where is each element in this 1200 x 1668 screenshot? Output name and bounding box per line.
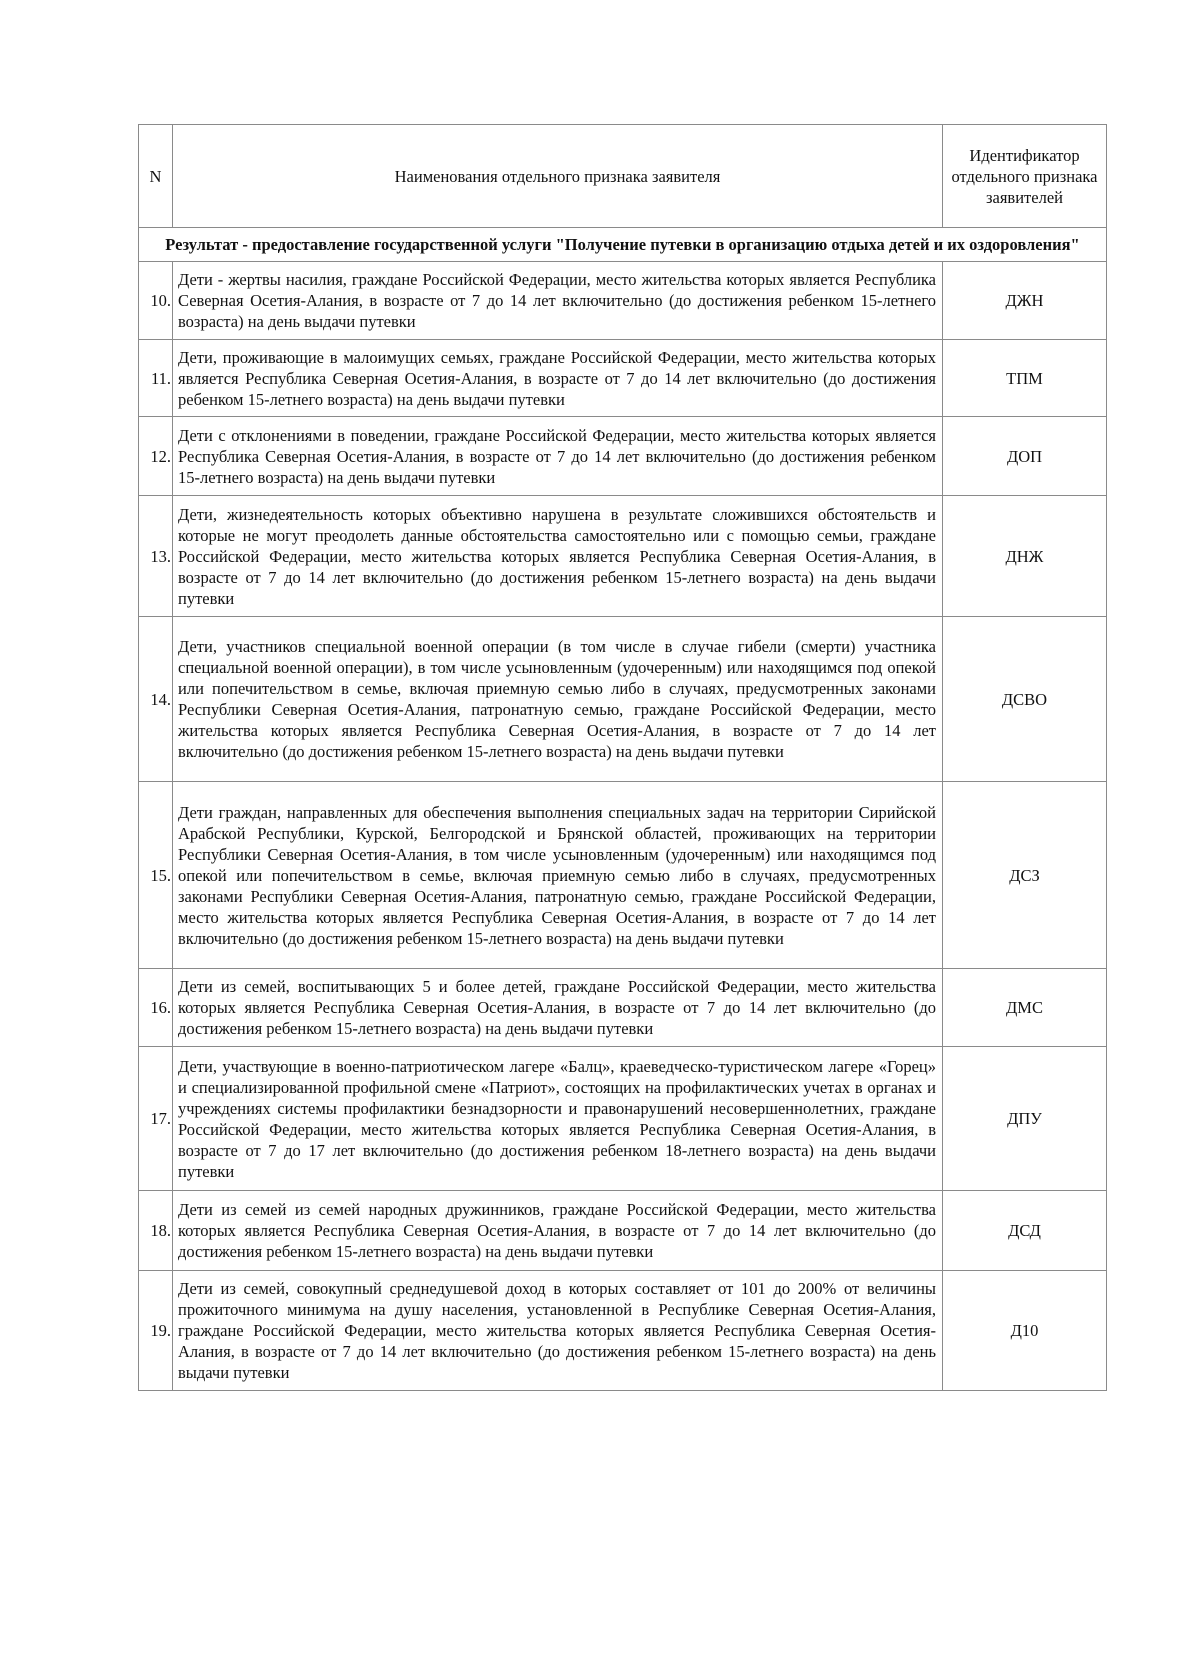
- section-row: [139, 228, 1107, 262]
- row-number: 13.: [139, 496, 173, 617]
- row-attribute-id: ДСЗ: [943, 782, 1107, 969]
- applicant-attributes-table: [138, 124, 1107, 1391]
- table-row: [139, 969, 1107, 1047]
- table-row: [139, 1047, 1107, 1191]
- row-attribute-id: ДСВО: [943, 617, 1107, 782]
- row-number: 19.: [139, 1271, 173, 1391]
- table-row: [139, 1271, 1107, 1391]
- row-attribute-id: Д10: [943, 1271, 1107, 1391]
- row-number: 15.: [139, 782, 173, 969]
- table-header-row: [139, 125, 1107, 228]
- row-attribute-id: ТПМ: [943, 340, 1107, 417]
- row-attribute-text: Дети из семей из семей народных дружинников, граждане Российской Федерации, место жительства которых является Республика Северная Осетия-Алания, в возрасте от 7 до 14 лет включительно (до достижения ребенком 15-летнего возраста) на день выдачи путевки: [173, 1191, 943, 1271]
- row-number: 12.: [139, 417, 173, 496]
- table-row: [139, 262, 1107, 340]
- row-attribute-id: ДЖН: [943, 262, 1107, 340]
- row-number: 18.: [139, 1191, 173, 1271]
- row-attribute-id: ДСД: [943, 1191, 1107, 1271]
- table-row: [139, 617, 1107, 782]
- row-attribute-id: ДОП: [943, 417, 1107, 496]
- table-row: [139, 417, 1107, 496]
- row-number: 14.: [139, 617, 173, 782]
- table-row: [139, 1191, 1107, 1271]
- table-row: [139, 496, 1107, 617]
- row-attribute-id: ДМС: [943, 969, 1107, 1047]
- row-attribute-text: Дети, участвующие в военно-патриотическом лагере «Балц», краеведческо-туристическом лагере «Горец» и специализированной профильной смене «Патриот», состоящих на профилактических учетах в органах и учреждениях системы профилактики безнадзорности и правонарушений несовершеннолетних, граждане Российской Федерации, место жительства которых является Республика Северная Осетия-Алания, в возрасте от 7 до 17 лет включительно (до достижения ребенком 18-летнего возраста) на день выдачи путевки: [173, 1047, 943, 1191]
- row-attribute-id: ДНЖ: [943, 496, 1107, 617]
- row-attribute-text: Дети из семей, совокупный среднедушевой доход в которых составляет от 101 до 200% от величины прожиточного минимума на душу населения, установленной в Республике Северная Осетия-Алания, граждане Российской Федерации, место жительства которых является Республика Северная Осетия-Алания, в возрасте от 7 до 14 лет включительно (до достижения ребенком 15-летнего возраста) на день выдачи путевки: [173, 1271, 943, 1391]
- header-attribute-id: Идентификатор отдельного признака заявителей: [943, 125, 1107, 228]
- row-attribute-text: Дети, жизнедеятельность которых объективно нарушена в результате сложившихся обстоятельств и которые не могут преодолеть данные обстоятельства самостоятельно или с помощью семьи, граждане Российской Федерации, место жительства которых является Республика Северная Осетия-Алания, в возрасте от 7 до 14 лет включительно (до достижения ребенком 15-летнего возраста) на день выдачи путевки: [173, 496, 943, 617]
- row-attribute-text: Дети из семей, воспитывающих 5 и более детей, граждане Российской Федерации, место жительства которых является Республика Северная Осетия-Алания, в возрасте от 7 до 14 лет включительно (до достижения ребенком 15-летнего возраста) на день выдачи путевки: [173, 969, 943, 1047]
- row-attribute-text: Дети - жертвы насилия, граждане Российской Федерации, место жительства которых является Республика Северная Осетия-Алания, в возрасте от 7 до 14 лет включительно (до достижения ребенком 15-летнего возраста) на день выдачи путевки: [173, 262, 943, 340]
- row-number: 10.: [139, 262, 173, 340]
- row-number: 16.: [139, 969, 173, 1047]
- row-attribute-text: Дети, проживающие в малоимущих семьях, граждане Российской Федерации, место жительства которых является Республика Северная Осетия-Алания, в возрасте от 7 до 14 лет включительно (до достижения ребенком 15-летнего возраста) на день выдачи путевки: [173, 340, 943, 417]
- section-title: Результат - предоставление государственной услуги "Получение путевки в организацию отдыха детей и их оздоровления": [139, 228, 1107, 262]
- row-attribute-text: Дети граждан, направленных для обеспечения выполнения специальных задач на территории Сирийской Арабской Республики, Курской, Белгородской и Брянской областей, проживающих на территории Республики Северная Осетия-Алания, в том числе усыновленным (удочеренным) или находящимся под опекой или попечительством в семье, включая приемную семью либо в случаях, предусмотренных законами Республики Северная Осетия-Алания, патронатную семью, граждане Российской Федерации, место жительства которых является Республика Северная Осетия-Алания, в возрасте от 7 до 14 лет включительно (до достижения ребенком 15-летнего возраста) на день выдачи путевки: [173, 782, 943, 969]
- row-number: 17.: [139, 1047, 173, 1191]
- row-attribute-id: ДПУ: [943, 1047, 1107, 1191]
- header-attribute-name: Наименования отдельного признака заявителя: [173, 125, 943, 228]
- row-attribute-text: Дети, участников специальной военной операции (в том числе в случае гибели (смерти) участника специальной военной операции), в том числе усыновленным (удочеренным) или находящимся под опекой или попечительством в семье, включая приемную семью либо в случаях, предусмотренных законами Республики Северная Осетия-Алания, патронатную семью, граждане Российской Федерации, место жительства которых является Республика Северная Осетия-Алания, в возрасте от 7 до 14 лет включительно (до достижения ребенком 15-летнего возраста) на день выдачи путевки: [173, 617, 943, 782]
- row-attribute-text: Дети с отклонениями в поведении, граждане Российской Федерации, место жительства которых является Республика Северная Осетия-Алания, в возрасте от 7 до 14 лет включительно (до достижения ребенком 15-летнего возраста) на день выдачи путевки: [173, 417, 943, 496]
- table-row: [139, 782, 1107, 969]
- table-row: [139, 340, 1107, 417]
- row-number: 11.: [139, 340, 173, 417]
- header-number: N: [139, 125, 173, 228]
